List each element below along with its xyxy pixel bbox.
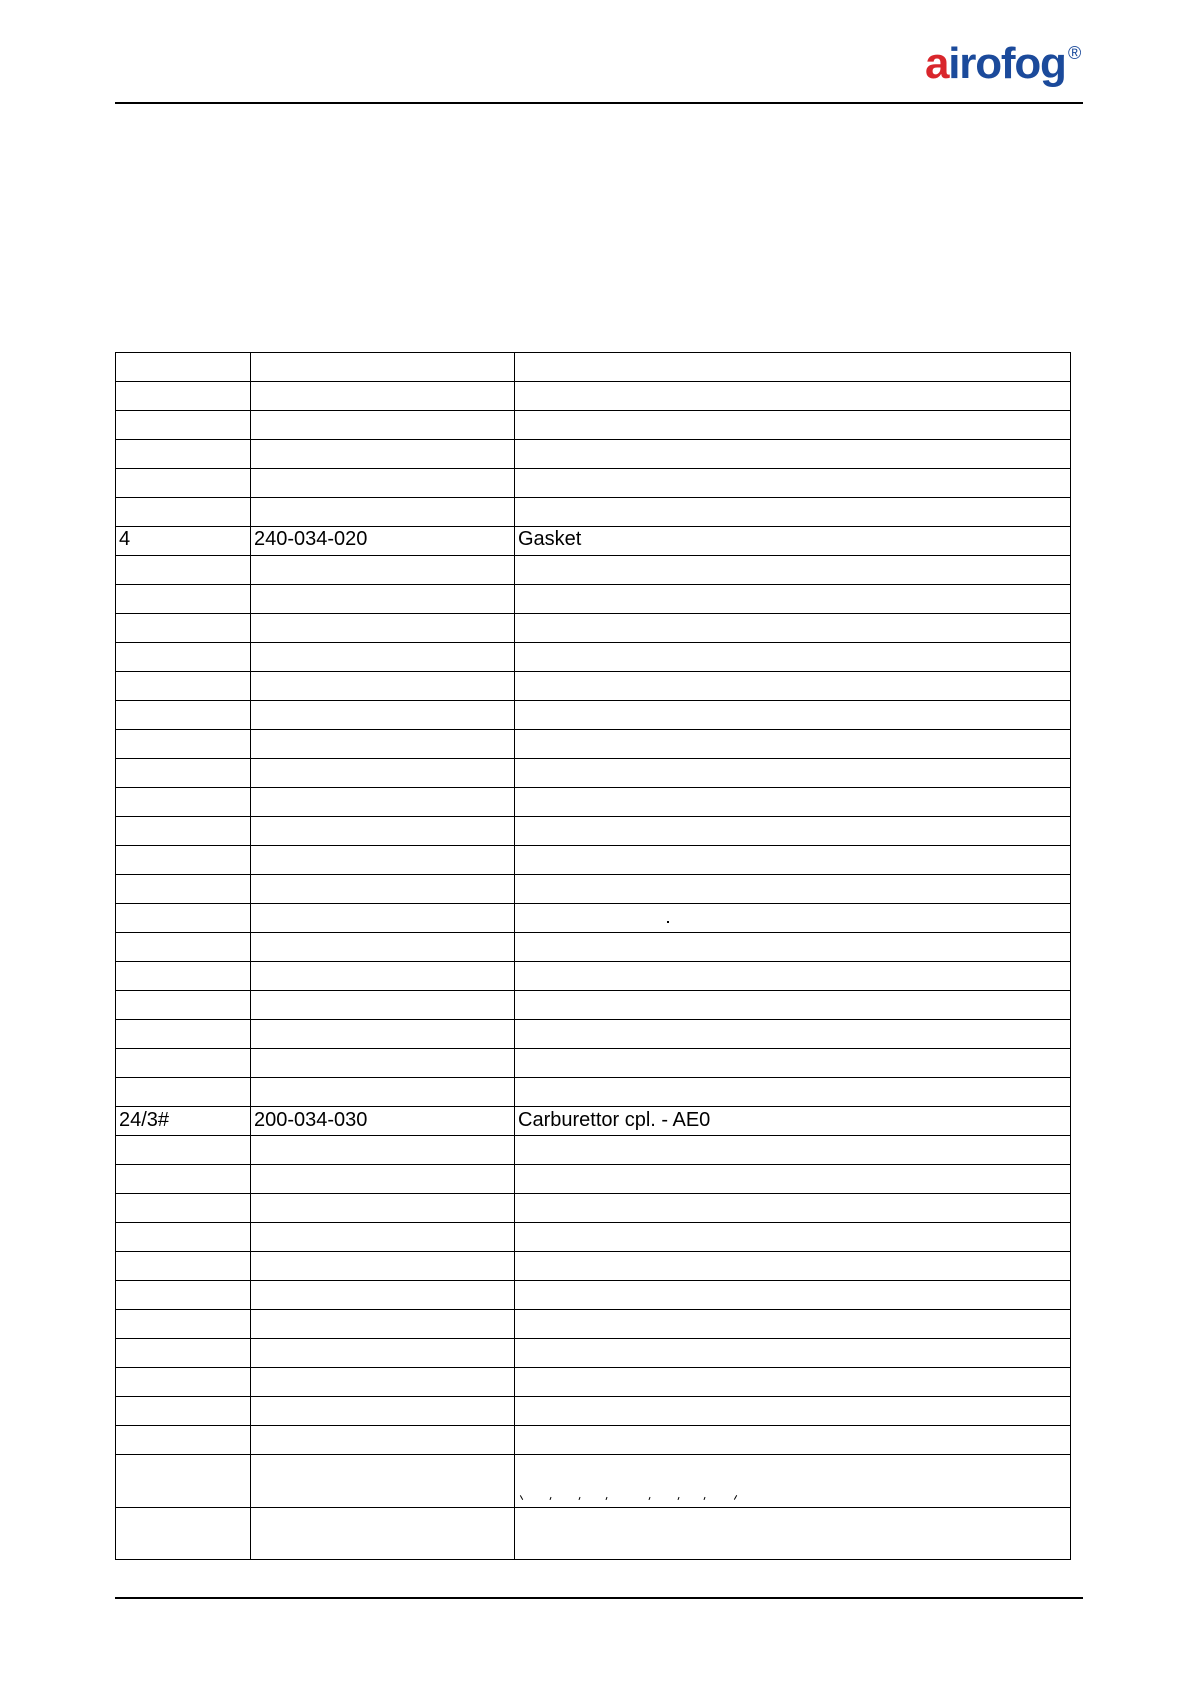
part-number-cell: [251, 1397, 515, 1425]
table-row: [116, 440, 1070, 469]
airofog-logo: [925, 39, 1066, 88]
item-number-cell: [116, 672, 251, 700]
part-number-cell: [251, 817, 515, 845]
table-row: [116, 1368, 1070, 1397]
item-number-cell: [116, 585, 251, 613]
description-cell: [515, 353, 1070, 381]
part-number-cell: [251, 933, 515, 961]
item-number-cell: [116, 469, 251, 497]
part-number-cell: [251, 962, 515, 990]
item-number-cell: [116, 556, 251, 584]
description-cell: [515, 875, 1070, 903]
table-row: [116, 1339, 1070, 1368]
item-number-cell: [116, 991, 251, 1019]
part-number-cell: [251, 672, 515, 700]
item-number-cell: [116, 1165, 251, 1193]
description-cell: [515, 1281, 1070, 1309]
table-row: [116, 1078, 1070, 1107]
item-number-cell: [116, 440, 251, 468]
table-row: [116, 1020, 1070, 1049]
item-number-cell: [116, 962, 251, 990]
item-number-cell: [116, 1455, 251, 1507]
item-number-cell: [116, 904, 251, 932]
item-number-cell: [116, 527, 251, 555]
table-row: [116, 1049, 1070, 1078]
description-cell: [515, 1107, 1070, 1135]
part-number-cell: [251, 498, 515, 526]
table-row: [116, 382, 1070, 411]
table-row: [116, 469, 1070, 498]
item-number-cell: [116, 1310, 251, 1338]
description-cell: [515, 1455, 1070, 1507]
part-number-cell: [251, 1310, 515, 1338]
cell-text: Gasket: [518, 528, 582, 550]
item-number-cell: [116, 1426, 251, 1454]
item-number-cell: [116, 1252, 251, 1280]
description-cell: [515, 817, 1070, 845]
table-row: [116, 672, 1070, 701]
part-number-cell: [251, 1136, 515, 1164]
item-number-cell: [116, 1049, 251, 1077]
table-row: [116, 1281, 1070, 1310]
part-number-cell: [251, 411, 515, 439]
item-number-cell: [116, 1223, 251, 1251]
description-cell: [515, 933, 1070, 961]
item-number-cell: [116, 759, 251, 787]
item-number-cell: [116, 1078, 251, 1106]
description-cell: [515, 1397, 1070, 1425]
part-number-cell: [251, 701, 515, 729]
cell-text: 24/3#: [119, 1109, 170, 1131]
table-row: [116, 614, 1070, 643]
part-number-cell: [251, 1223, 515, 1251]
item-number-cell: [116, 1397, 251, 1425]
description-cell: [515, 1368, 1070, 1396]
part-number-cell: [251, 904, 515, 932]
part-number-cell: [251, 1165, 515, 1193]
description-cell: [515, 991, 1070, 1019]
part-number-cell: [251, 1194, 515, 1222]
description-cell: [515, 556, 1070, 584]
part-number-cell: [251, 643, 515, 671]
part-number-cell: [251, 846, 515, 874]
part-number-cell: [251, 440, 515, 468]
table-row: [116, 846, 1070, 875]
table-row: [116, 1426, 1070, 1455]
item-number-cell: [116, 1136, 251, 1164]
part-number-cell: [251, 1508, 515, 1559]
item-number-cell: [116, 933, 251, 961]
description-cell: [515, 440, 1070, 468]
description-cell: [515, 469, 1070, 497]
table-row: [116, 933, 1070, 962]
item-number-cell: [116, 701, 251, 729]
part-number-cell: [251, 585, 515, 613]
description-cell: [515, 585, 1070, 613]
description-cell: [515, 730, 1070, 758]
part-number-cell: [251, 1455, 515, 1507]
item-number-cell: [116, 1339, 251, 1367]
item-number-cell: [116, 353, 251, 381]
description-cell: [515, 1136, 1070, 1164]
table-row: [116, 643, 1070, 672]
table-row: [116, 991, 1070, 1020]
table-row: [116, 1107, 1070, 1136]
table-row: [116, 1508, 1070, 1559]
table-row: [116, 556, 1070, 585]
table-row: [116, 759, 1070, 788]
part-number-cell: [251, 1426, 515, 1454]
header-rule: [115, 102, 1083, 104]
description-cell: [515, 759, 1070, 787]
logo-letter-a: a: [925, 39, 949, 88]
description-cell: [515, 1165, 1070, 1193]
item-number-cell: [116, 411, 251, 439]
cell-text: 240-034-020: [254, 528, 368, 550]
table-row: [116, 1252, 1070, 1281]
description-cell: [515, 1310, 1070, 1338]
description-cell: [515, 1049, 1070, 1077]
table-row: [116, 701, 1070, 730]
part-number-cell: [251, 1368, 515, 1396]
part-number-cell: [251, 1252, 515, 1280]
table-row: [116, 875, 1070, 904]
item-number-cell: [116, 1368, 251, 1396]
table-row: [116, 353, 1070, 382]
part-number-cell: [251, 469, 515, 497]
description-cell: [515, 846, 1070, 874]
glyph-fragment: [667, 921, 669, 923]
item-number-cell: [116, 875, 251, 903]
item-number-cell: [116, 817, 251, 845]
footer-rule: [115, 1597, 1083, 1599]
description-cell: [515, 962, 1070, 990]
description-cell: [515, 904, 1070, 932]
description-cell: [515, 1020, 1070, 1048]
part-number-cell: [251, 1049, 515, 1077]
table-row: [116, 585, 1070, 614]
table-row: [116, 1165, 1070, 1194]
description-cell: [515, 411, 1070, 439]
part-number-cell: [251, 759, 515, 787]
description-cell: [515, 672, 1070, 700]
part-number-cell: [251, 353, 515, 381]
part-number-cell: [251, 614, 515, 642]
part-number-cell: [251, 788, 515, 816]
description-cell: [515, 788, 1070, 816]
item-number-cell: [116, 1020, 251, 1048]
table-row: [116, 411, 1070, 440]
registered-trademark-mark: ®: [1068, 43, 1082, 63]
item-number-cell: [116, 382, 251, 410]
part-number-cell: [251, 527, 515, 555]
table-row: [116, 1194, 1070, 1223]
table-row: [116, 788, 1070, 817]
item-number-cell: [116, 498, 251, 526]
table-row: [116, 498, 1070, 527]
part-number-cell: [251, 1078, 515, 1106]
table-row: [116, 1223, 1070, 1252]
part-number-cell: [251, 875, 515, 903]
description-cell: [515, 382, 1070, 410]
table-row: [116, 1455, 1070, 1508]
item-number-cell: [116, 614, 251, 642]
item-number-cell: [116, 730, 251, 758]
item-number-cell: [116, 1281, 251, 1309]
cell-text: 200-034-030: [254, 1109, 368, 1131]
part-number-cell: [251, 1107, 515, 1135]
cell-text: Carburettor cpl. - AE0: [518, 1109, 711, 1131]
table-row: [116, 730, 1070, 759]
parts-table: [115, 352, 1071, 1560]
logo-wordmark-rest: irofog: [948, 39, 1066, 88]
part-number-cell: [251, 730, 515, 758]
description-cell: [515, 1078, 1070, 1106]
part-number-cell: [251, 1281, 515, 1309]
description-cell: [515, 527, 1070, 555]
table-row: [116, 962, 1070, 991]
description-cell: [515, 1194, 1070, 1222]
item-number-cell: [116, 1107, 251, 1135]
description-cell: [515, 498, 1070, 526]
table-row: [116, 1310, 1070, 1339]
description-cell: [515, 1339, 1070, 1367]
description-cell: [515, 1223, 1070, 1251]
item-number-cell: [116, 846, 251, 874]
part-number-cell: [251, 1020, 515, 1048]
description-cell: [515, 1426, 1070, 1454]
table-row: [116, 1397, 1070, 1426]
description-cell: [515, 614, 1070, 642]
description-cell: [515, 701, 1070, 729]
table-row: [116, 1136, 1070, 1165]
description-cell: [515, 1508, 1070, 1559]
item-number-cell: [116, 1508, 251, 1559]
item-number-cell: [116, 1194, 251, 1222]
item-number-cell: [116, 788, 251, 816]
part-number-cell: [251, 991, 515, 1019]
table-row: [116, 527, 1070, 556]
item-number-cell: [116, 643, 251, 671]
table-row: [116, 817, 1070, 846]
description-cell: [515, 643, 1070, 671]
table-row: [116, 904, 1070, 933]
part-number-cell: [251, 1339, 515, 1367]
part-number-cell: [251, 556, 515, 584]
cell-text: 4: [119, 528, 131, 550]
part-number-cell: [251, 382, 515, 410]
description-cell: [515, 1252, 1070, 1280]
